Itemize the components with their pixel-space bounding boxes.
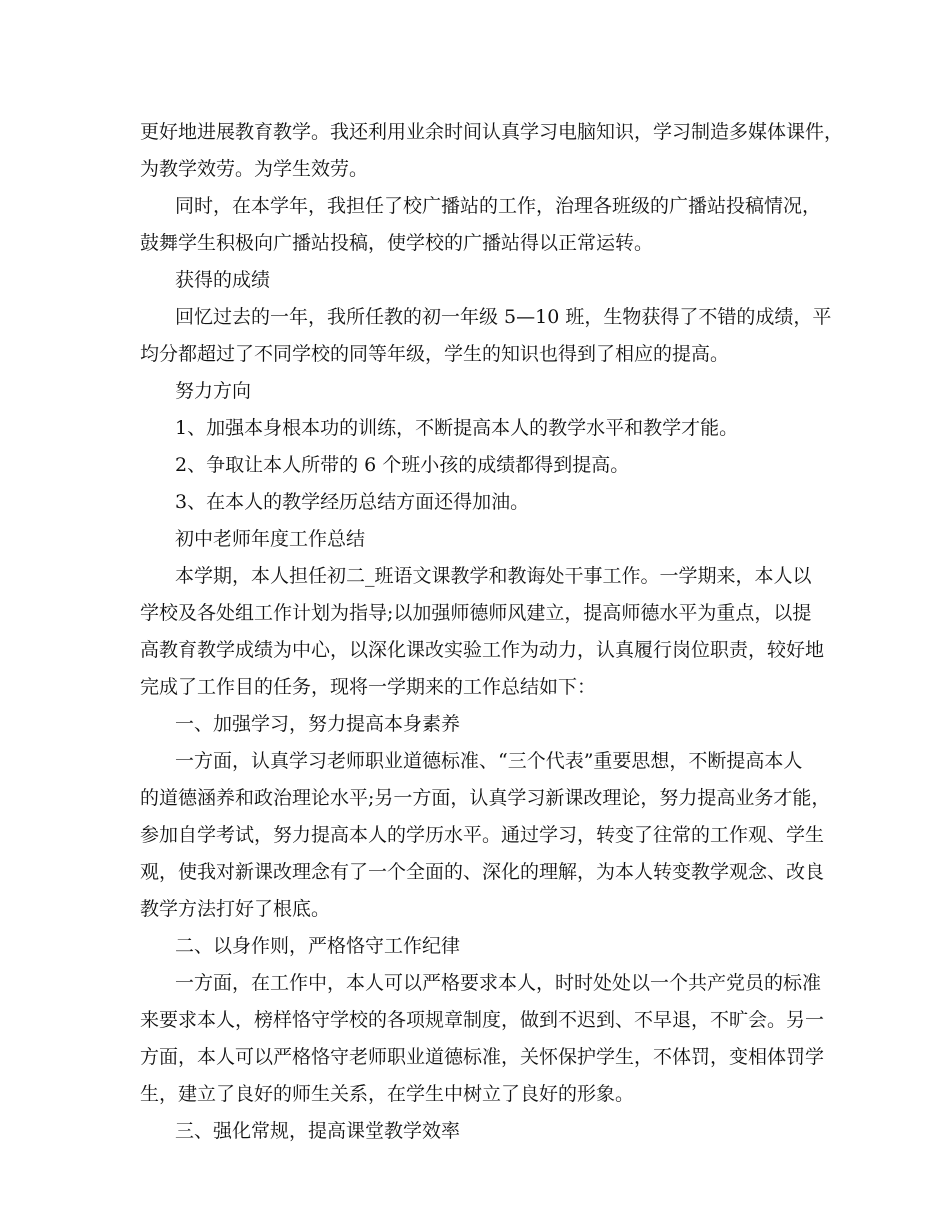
paragraph-line: 鼓舞学生积极向广播站投稿，使学校的广播站得以正常运转。: [140, 232, 654, 254]
document-body: [140, 114, 844, 1150]
paragraph-line: 的道德涵养和政治理论水平;另一方面，认真学习新课改理论，努力提高业务才能，: [140, 787, 831, 809]
section-heading: 一、加强学习，努力提高本身素养: [175, 713, 461, 735]
paragraph-line: 一方面，认真学习老师职业道德标准、“三个代表”重要思想，不断提高本人: [175, 750, 803, 772]
paragraph-line: 回忆过去的一年，我所任教的初一年级 5—10 班，生物获得了不错的成绩，平: [175, 306, 832, 328]
paragraph-line: 同时，在本学年，我担任了校广播站的工作，治理各班级的广播站投稿情况，: [175, 195, 822, 217]
paragraph-line: 生，建立了良好的师生关系，在学生中树立了良好的形象。: [140, 1083, 635, 1105]
paragraph-line: 学校及各处组工作计划为指导;以加强师德师风建立，提高师德水平为重点，以提: [140, 602, 812, 624]
paragraph-line: 来要求本人，榜样恪守学校的各项规章制度，做到不迟到、不早退，不旷会。另一: [140, 1009, 825, 1031]
list-item: 2、争取让本人所带的 6 个班小孩的成绩都得到提高。: [175, 454, 630, 476]
paragraph-line: 参加自学考试，努力提高本人的学历水平。通过学习，转变了往常的工作观、学生: [140, 824, 825, 846]
paragraph-line: 教学方法打好了根底。: [140, 898, 331, 920]
section-heading: 获得的成绩: [175, 269, 271, 291]
list-item: 3、在本人的教学经历总结方面还得加油。: [175, 491, 530, 513]
section-heading: 努力方向: [175, 380, 252, 402]
paragraph-line: 高教育教学成绩为中心，以深化课改实验工作为动力，认真履行岗位职责，较好地: [140, 639, 825, 661]
paragraph-line: 更好地进展教育教学。我还利用业余时间认真学习电脑知识，学习制造多媒体课件，: [140, 121, 844, 143]
paragraph-line: 观，使我对新课改理念有了一个全面的、深化的理解，为本人转变教学观念、改良: [140, 861, 825, 883]
document-title: 初中老师年度工作总结: [175, 528, 366, 550]
paragraph-line: 本学期，本人担任初二_班语文课教学和教诲处干事工作。一学期来，本人以: [175, 565, 812, 587]
paragraph-line: 为教学效劳。为学生效劳。: [140, 158, 369, 180]
list-item: 1、加强本身根本功的训练，不断提高本人的教学水平和教学才能。: [175, 417, 739, 439]
section-heading: 三、强化常规，提高课堂教学效率: [175, 1120, 461, 1142]
paragraph-line: 均分都超过了不同学校的同等年级，学生的知识也得到了相应的提高。: [140, 343, 730, 365]
section-heading: 二、以身作则，严格恪守工作纪律: [175, 935, 461, 957]
paragraph-line: 完成了工作目的任务，现将一学期来的工作总结如下：: [140, 676, 597, 698]
paragraph-line: 一方面，在工作中，本人可以严格要求本人，时时处处以一个共产党员的标准: [175, 972, 822, 994]
paragraph-line: 方面，本人可以严格恪守老师职业道德标准，关怀保护学生，不体罚，变相体罚学: [140, 1046, 825, 1068]
